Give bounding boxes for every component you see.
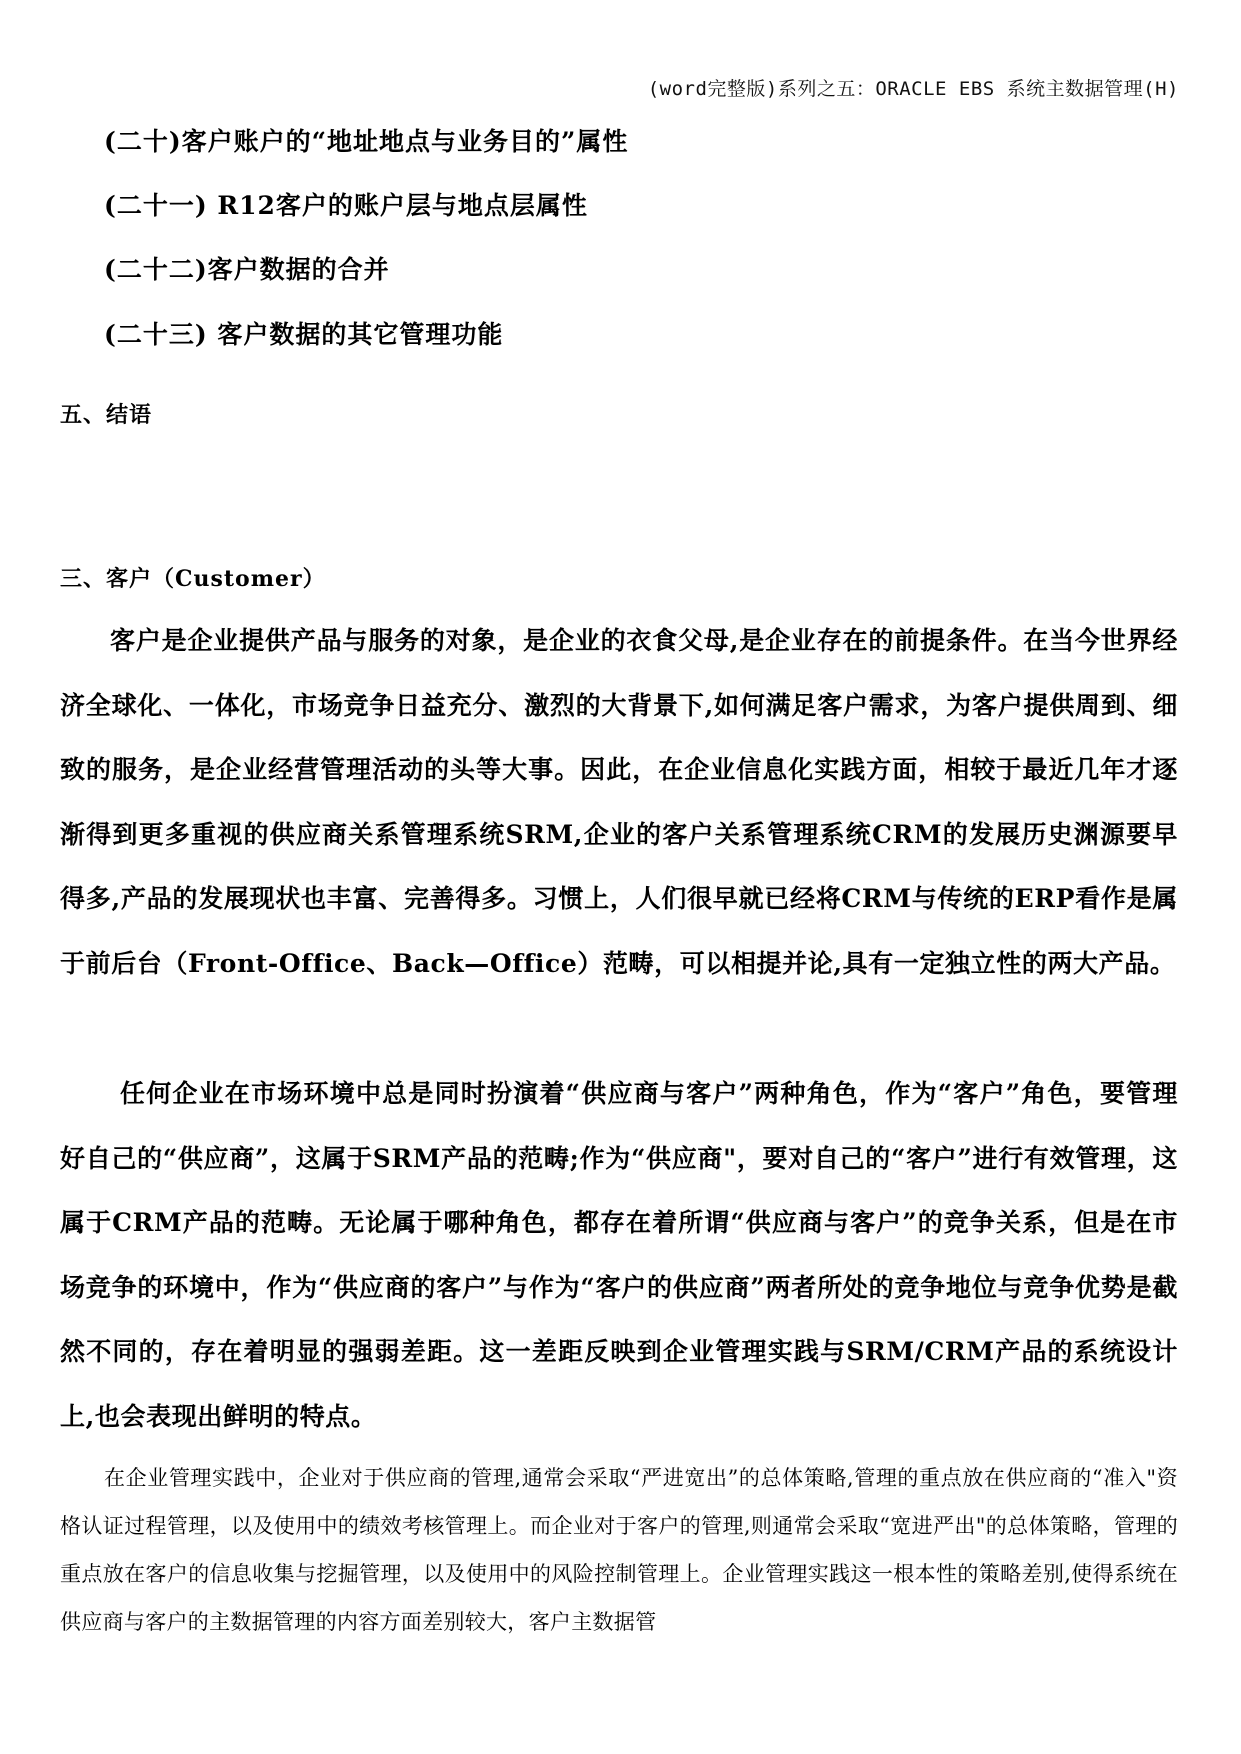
paragraph-customer-intro: 客户是企业提供产品与服务的对象，是企业的衣食父母,是企业存在的前提条件。在当今世界经济全球化、一体化，市场竞争日益充分、激烈的大背景下,如何满足客户需求，为客户提供周到、细致的服务，是企业经营管理活动的头等大事。因此，在企业信息化实践方面，相较于最近几年才逐渐得到更多重视的供应商关系管理系统SRM,企业的客户关系管理系统CRM的发展历史渊源要早得多,产品的发展现状也丰富、完善得多。习惯上，人们很早就已经将CRM与传统的ERP看作是属于前后台（Front-Office、Back—Office）范畴，可以相提并论,具有一定独立性的两大产品。: [60, 626, 1178, 978]
toc-item-23: (二十三) 客户数据的其它管理功能: [104, 320, 504, 349]
customer-section-heading: 三、客户（Customer）: [60, 566, 326, 592]
toc-item-21: (二十一) R12客户的账户层与地点层属性: [104, 191, 588, 220]
running-header: (word完整版)系列之五：ORACLE EBS 系统主数据管理(H): [647, 78, 1179, 100]
toc-item-22: (二十二)客户数据的合并: [104, 255, 390, 284]
paragraph-management-practice: 在企业管理实践中，企业对于供应商的管理,通常会采取“严进宽出”的总体策略,管理的重点放在供应商的“准入"资格认证过程管理，以及使用中的绩效考核管理上。而企业对于客户的管理,则通常会采取“宽进严出"的总体策略，管理的重点放在客户的信息收集与挖掘管理，以及使用中的风险控制管理上。企业管理实践这一根本性的策略差别,使得系统在供应商与客户的主数据管理的内容方面差别较大，客户主数据管: [60, 1466, 1178, 1634]
toc-item-20: (二十)客户账户的“地址地点与业务目的”属性: [104, 127, 629, 156]
conclusion-heading: 五、结语: [60, 402, 153, 428]
paragraph-supplier-customer-roles: 任何企业在市场环境中总是同时扮演着“供应商与客户”两种角色，作为“客户”角色，要管理好自己的“供应商”，这属于SRM产品的范畴;作为“供应商"，要对自己的“客户”进行有效管理，这属于CRM产品的范畴。无论属于哪种角色，都存在着所谓“供应商与客户”的竞争关系，但是在市场竞争的环境中，作为“供应商的客户”与作为“客户的供应商”两者所处的竞争地位与竞争优势是截然不同的，存在着明显的强弱差距。这一差距反映到企业管理实践与SRM/CRM产品的系统设计上,也会表现出鲜明的特点。: [60, 1079, 1178, 1431]
